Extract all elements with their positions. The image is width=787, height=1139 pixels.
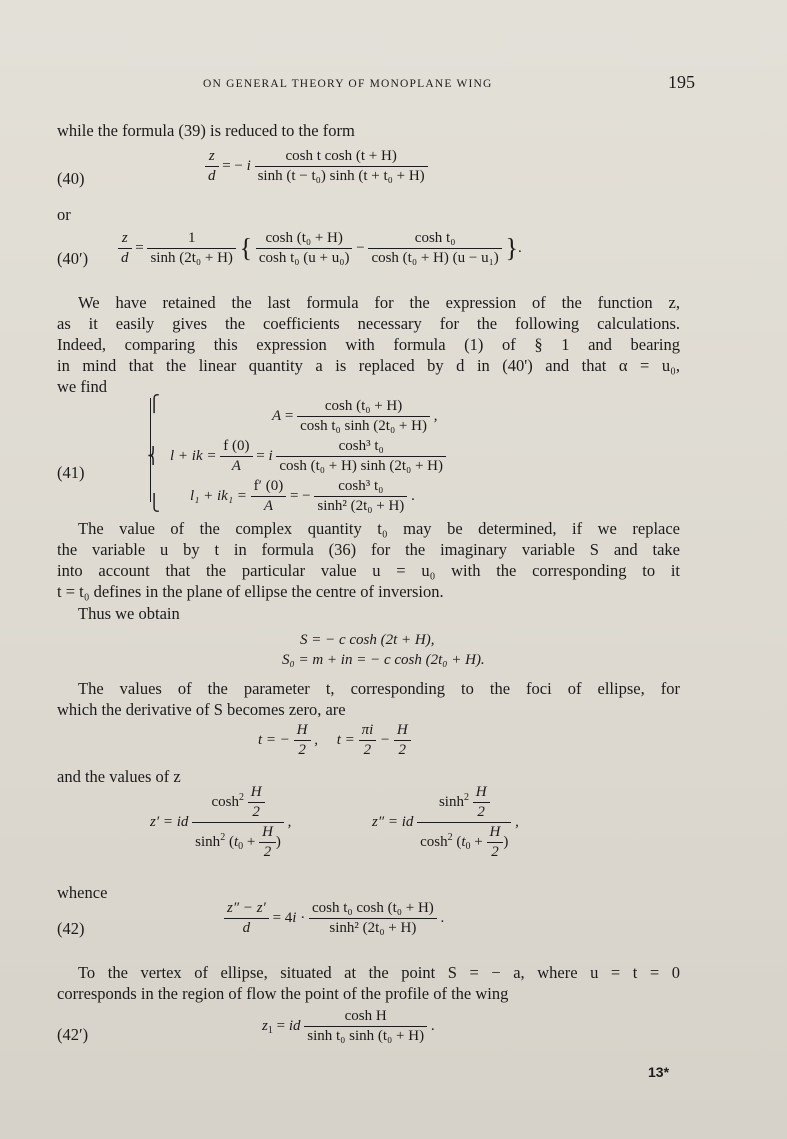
equation-label: (40′) — [57, 249, 89, 268]
equation-z-double-prime: z″ = id $\sinh^2$ $\frac{H}{2}$ $\cosh^2 (t_0$ + $\frac{H}{2}$ ) , — [372, 784, 519, 860]
eq42p-den: sinh t₀ sinh (t₀ + H) — [307, 1028, 425, 1044]
text-line: in mind that the linear quantity a is replaced by d in (40') and that α = u₀, — [57, 356, 680, 375]
eq41-l-fden: A — [231, 458, 241, 474]
text-line: into account that the particular value u = u₀ with the corresponding to it — [57, 561, 680, 580]
equation-41-l: l + ik = $\frac{f (0)}{A}$ = i $\frac{\text{cosh³ t₀}}{\text{cosh (t₀ + H) sinh (2t₀ + H)}}$ — [170, 438, 446, 475]
brace-hook-top: ⎧ — [148, 396, 160, 413]
eq41-l1-fnum: f′ (0) — [251, 478, 287, 497]
text-line: while the formula (39) is reduced to the form — [57, 121, 355, 140]
text-line: The values of the parameter t, corresponding to the foci of ellipse, for — [78, 679, 680, 698]
text-line: t = t₀ defines in the plane of ellipse the centre of inversion. — [57, 582, 444, 601]
eq41-l1-lhs: l₁ + ik₁ = — [190, 487, 247, 504]
text-line: the variable u by t in formula (36) for the imaginary variable S and take — [57, 540, 680, 559]
eq40p-num2: cosh t₀ — [368, 230, 501, 249]
eq42-lhs-num: z″ − z′ — [224, 900, 269, 919]
eq40p-den1: cosh t₀ (u + u₀) — [258, 250, 350, 266]
text-line: we find — [57, 377, 107, 396]
equation-40: $\frac{z}{d}$ = − i $\frac{\text{cosh t cosh (t + H)}}{\text{sinh (t − t₀) sinh (t + t₀ + H)}}$ — [205, 148, 428, 185]
eq40p-num1: cosh (t₀ + H) — [256, 230, 353, 249]
eq40p-one: 1 — [147, 230, 235, 249]
eq40-denominator: sinh (t − t₀) sinh (t + t₀ + H) — [257, 168, 425, 184]
eq41-a-num: cosh (t₀ + H) — [297, 398, 430, 417]
equation-42: $\frac{z'' - z'}{d}$ = 4i · $\frac{\text{cosh t₀ cosh (t₀ + H)}}{\text{sinh² (2t₀ + H)}}$ . — [224, 900, 444, 937]
eq40p-sinh: sinh (2t₀ + H) — [150, 250, 233, 266]
equation-label: (41) — [57, 463, 85, 482]
equation-label: (42) — [57, 919, 85, 938]
equation-41-l1: l₁ + ik₁ = $\frac{f' (0)}{A}$ = − $\frac{\text{cosh³ t₀}}{\text{sinh² (2t₀ + H)}}$ . — [190, 478, 415, 514]
text-line: The value of the complex quantity t₀ may be determined, if we replace — [78, 519, 680, 538]
equation-42-prime: $z_1$ = id $\frac{\text{cosh H}}{\text{sinh t₀ sinh (t₀ + H)}}$ . — [262, 1008, 435, 1044]
eq41-l1-rnum: cosh³ t₀ — [314, 478, 407, 497]
brace-hook-mid: ⎨ — [147, 448, 159, 465]
eq41-l-lhs: l + ik = — [170, 447, 217, 464]
eq41-l1-fden: A — [263, 498, 274, 514]
running-title: ON GENERAL THEORY OF MONOPLANE WING — [203, 78, 493, 90]
equation-40-prime: $\frac{z}{d}$ = $\frac{1}{\text{sinh (2t₀ + H)}}$ { $\frac{\text{cosh (t₀ + H)}}{\text{cosh t₀ (u + u₀)}}$ − $\frac{\text{cosh t₀}}{\text{cosh (t₀ + H) (u − u₁)}}$ }. — [118, 230, 522, 267]
text-line: and the values of z — [57, 767, 181, 786]
equation-S0: S₀ = m + in = − c cosh (2t₀ + H). — [282, 652, 485, 668]
text-line: which the derivative of S becomes zero, are — [57, 700, 346, 719]
text-line: as it easily gives the coefficients necessary for the following calculations. — [57, 314, 680, 333]
text-line: whence — [57, 883, 108, 902]
eq40-numerator: cosh t cosh (t + H) — [255, 148, 428, 167]
signature-mark: 13* — [648, 1064, 670, 1080]
equation-label: (42′) — [57, 1025, 89, 1044]
eq42-lhs-den: d — [242, 920, 251, 936]
eq42p-num: cosh H — [304, 1008, 427, 1027]
brace-hook-bot: ⎩ — [148, 495, 160, 512]
eq41-l-rden: cosh (t₀ + H) sinh (2t₀ + H) — [279, 458, 443, 474]
equation-label: (40) — [57, 169, 85, 188]
eq40p-den2: cosh (t₀ + H) (u − u₁) — [371, 250, 499, 266]
equation-z-prime: z′ = id $\cosh^2$ $\frac{H}{2}$ $\sinh^2 (t_0$ + $\frac{H}{2}$ ) , — [150, 784, 292, 860]
page-number: 195 — [668, 72, 695, 92]
equation-41-a: A = $\frac{\text{cosh (t₀ + H)}}{\text{cosh t₀ sinh (2t₀ + H)}}$ , — [272, 398, 438, 434]
eq42-num: cosh t₀ cosh (t₀ + H) — [309, 900, 437, 919]
text-line: or — [57, 205, 71, 224]
eq41-l-rnum: cosh³ t₀ — [276, 438, 446, 457]
eq41-l1-rden: sinh² (2t₀ + H) — [317, 498, 405, 514]
text-line: Indeed, comparing this expression with formula (1) of § 1 and bearing — [57, 335, 680, 354]
foci-values: t = − $\frac{H}{2}$ , t = $\frac{\pi i}{2}$ − $\frac{H}{2}$ — [258, 722, 411, 759]
text-line: corresponds in the region of flow the point of the profile of the wing — [57, 984, 509, 1003]
text-line: Thus we obtain — [78, 604, 180, 623]
text-line: We have retained the last formula for the expression of the function z, — [78, 293, 680, 312]
text-line: To the vertex of ellipse, situated at the point S = − a, where u = t = 0 — [78, 963, 680, 982]
eq42-den: sinh² (2t₀ + H) — [329, 920, 417, 936]
equation-S: S = − c cosh (2t + H), — [300, 632, 435, 648]
eq41-l-fnum: f (0) — [220, 438, 252, 457]
eq41-a-den: cosh t₀ sinh (2t₀ + H) — [300, 418, 427, 434]
